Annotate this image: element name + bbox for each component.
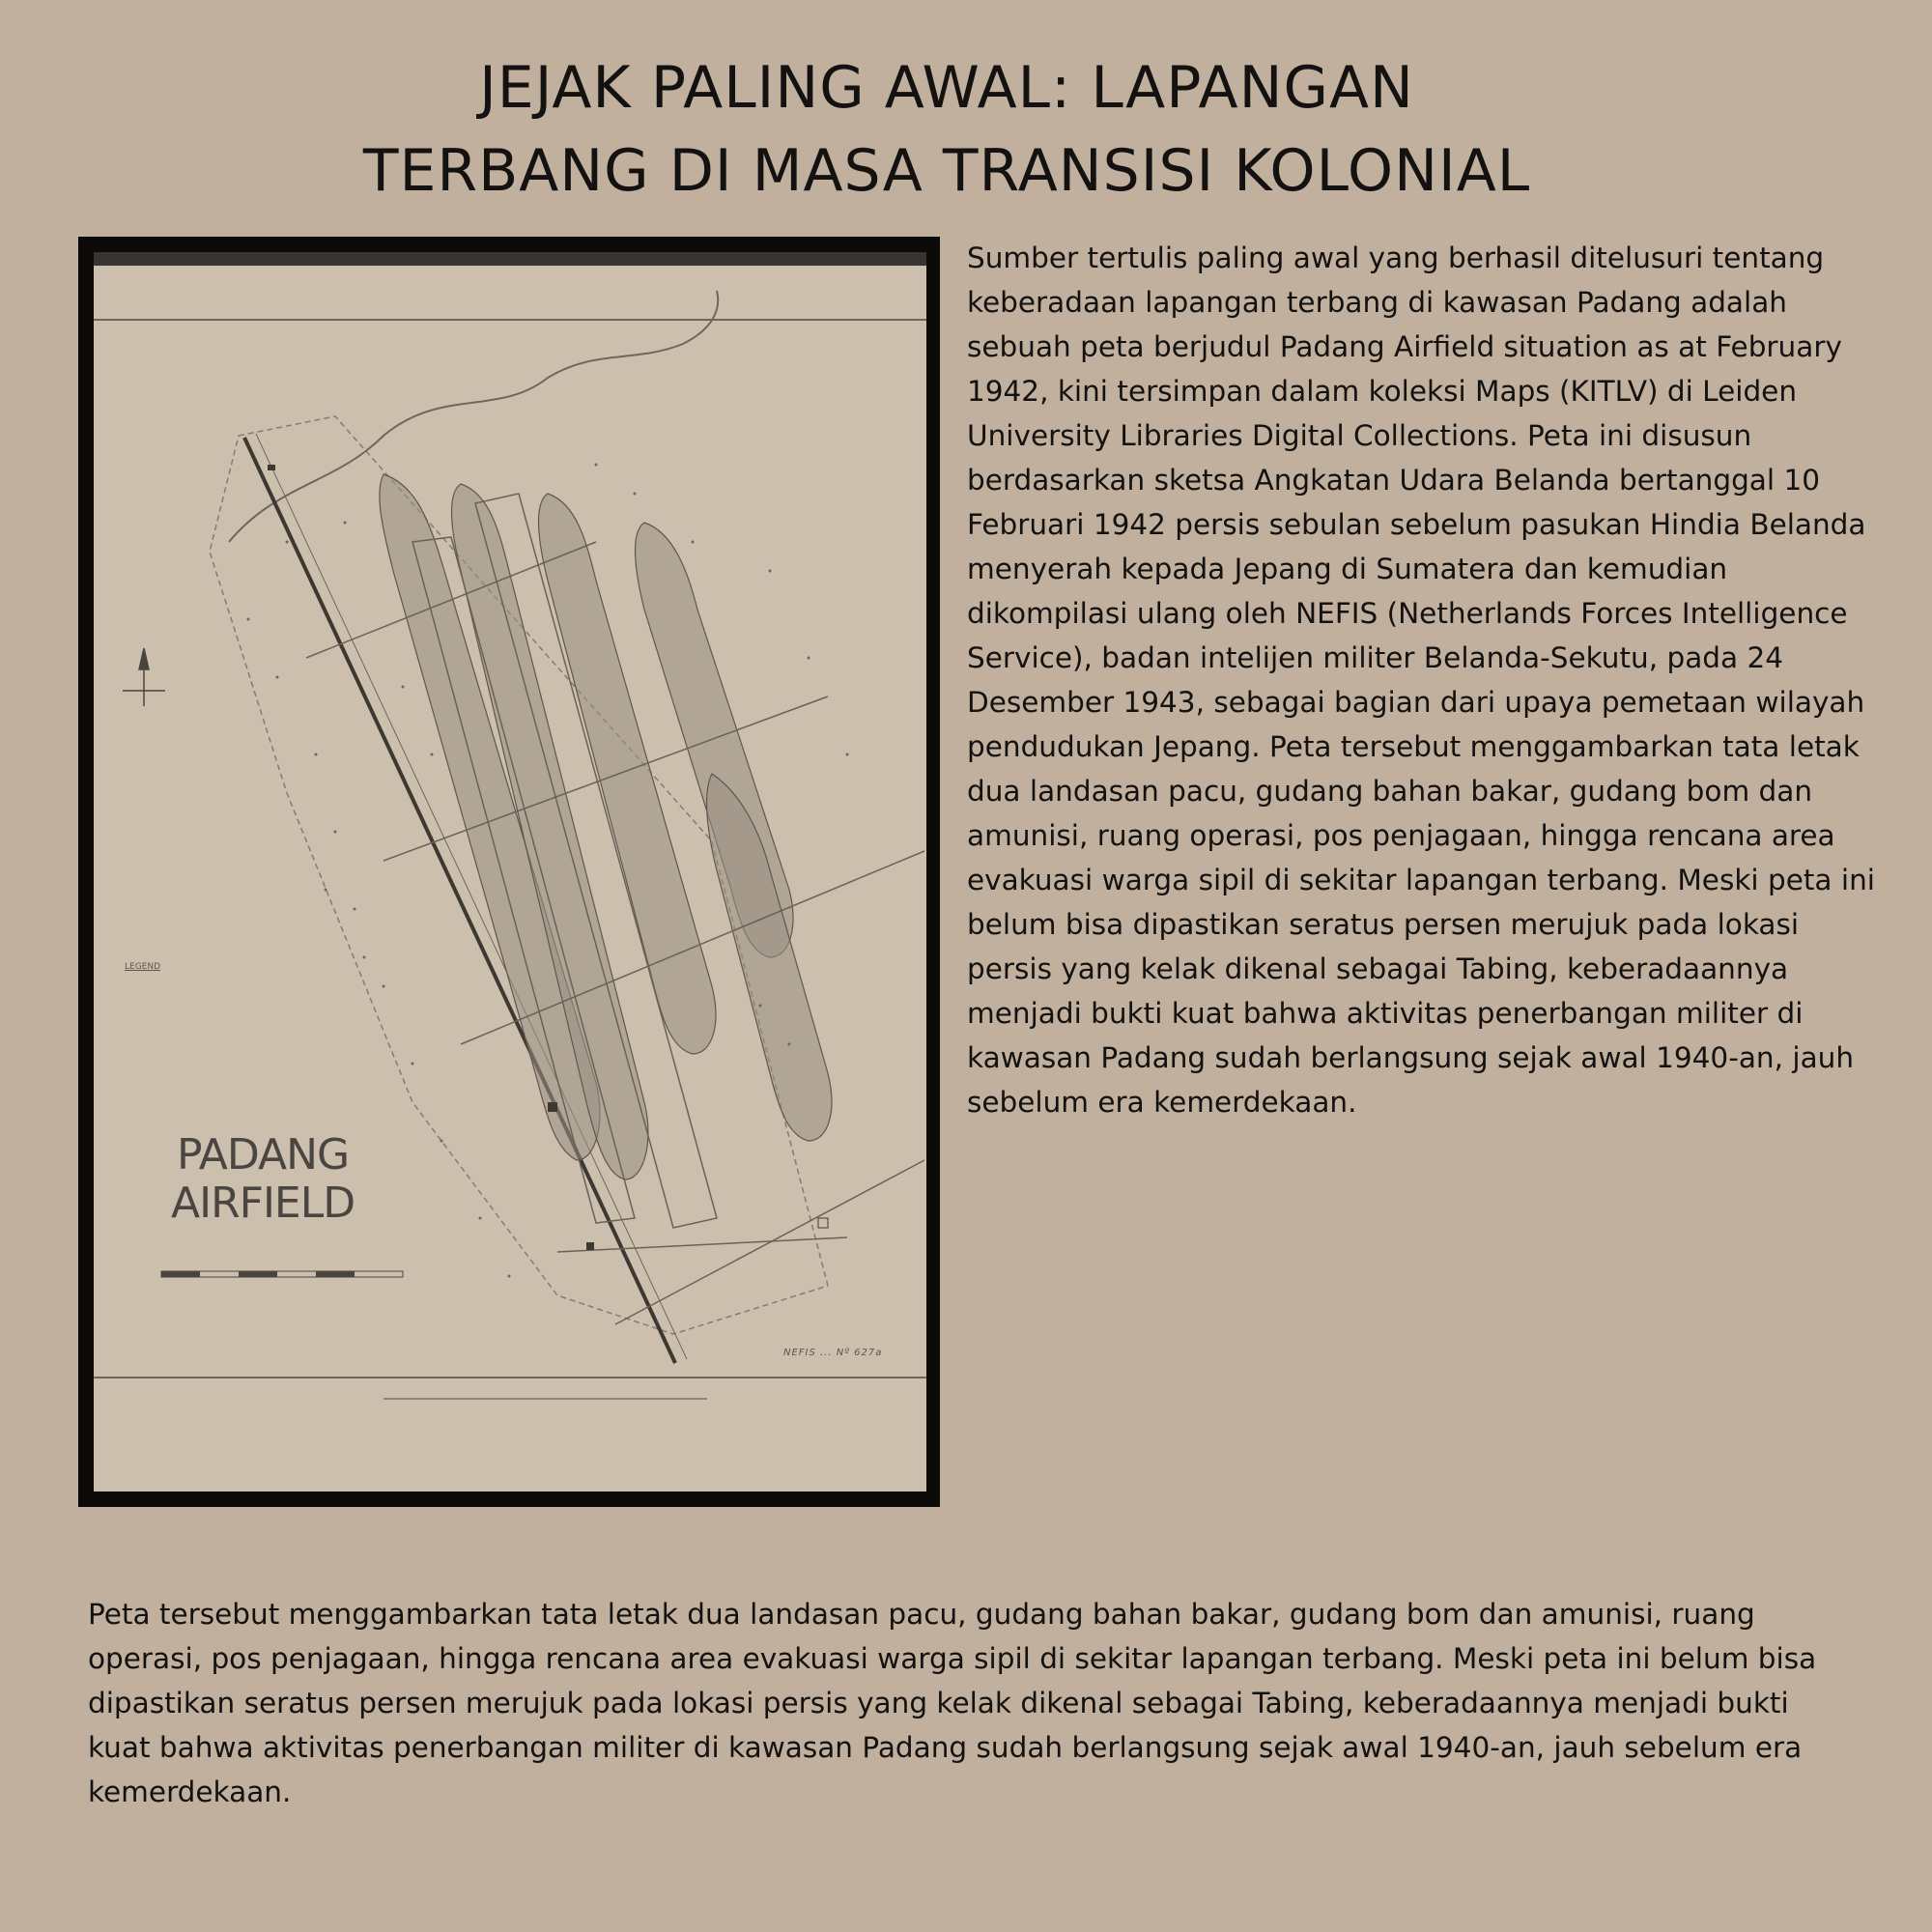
bottom-paragraph: Peta tersebut menggambarkan tata letak dua landasan pacu, gudang bahan bakar, gudang bom dan amunisi, ruang operasi, pos penjagaan, hingga rencana area evakuasi warga sipil di sekitar lapangan terbang. Meski peta ini belum bisa dipastikan seratus persen merujuk pada lokasi persis yang kelak dikenal sebagai Tabing, keberadaannya menjadi bukti kuat bahwa aktivitas penerbangan militer di kawasan Padang sudah berlangsung sejak awal 1940-an, jauh sebelum era kemerdekaan. bbox=[88, 1598, 1817, 1808]
map-legend-label: LEGEND bbox=[125, 962, 161, 972]
map-image-frame bbox=[78, 237, 940, 1507]
page-title-line-2: TERBANG DI MASA TRANSISI KOLONIAL bbox=[362, 137, 1531, 205]
map-reference: NEFIS ... Nº 627a bbox=[783, 1348, 883, 1358]
page-title bbox=[97, 46, 1797, 213]
map-top-strip bbox=[94, 252, 926, 266]
side-paragraph: Sumber tertulis paling awal yang berhasil ditelusuri tentang keberadaan lapangan terbang di kawasan Padang adalah sebuah peta berjudul Padang Airfield situation as at February 1942, kini tersimpan dalam koleksi Maps (KITLV) di Leiden University Libraries Digital Collections. Peta ini disusun berdasarkan sketsa Angkatan Udara Belanda bertanggal 10 Februari 1942 persis sebulan sebelum pasukan Hindia Belanda menyerah kepada Jepang di Sumatera dan kemudian dikompilasi ulang oleh NEFIS (Netherlands Forces Intelligence Service), badan intelijen militer Belanda-Sekutu, pada 24 Desember 1943, sebagai bagian dari upaya pemetaan wilayah pendudukan Jepang. Peta tersebut menggambarkan tata letak dua landasan pacu, gudang bahan bakar, gudang bom dan amunisi, ruang operasi, pos penjagaan, hingga rencana area evakuasi warga sipil di sekitar lapangan terbang. Meski peta ini belum bisa dipastikan seratus persen merujuk pada lokasi persis yang kelak dikenal sebagai Tabing, keberadaannya menjadi bukti kuat bahwa aktivitas penerbangan militer di kawasan Padang sudah berlangsung sejak awal 1940-an, jauh sebelum era kemerdekaan. bbox=[967, 242, 1875, 1119]
map-scale-bar bbox=[161, 1271, 403, 1277]
map-title bbox=[171, 1131, 355, 1228]
cross-road-4 bbox=[557, 1237, 847, 1252]
page-title-line-1: JEJAK PALING AWAL: LAPANGAN bbox=[479, 54, 1414, 122]
historic-airfield-map-icon bbox=[94, 252, 926, 1492]
north-arrow-icon bbox=[123, 648, 165, 706]
map-drawing bbox=[94, 252, 926, 1492]
map-title-line-1: PADANG bbox=[177, 1130, 350, 1179]
map-title-line-2: AIRFIELD bbox=[171, 1179, 355, 1228]
